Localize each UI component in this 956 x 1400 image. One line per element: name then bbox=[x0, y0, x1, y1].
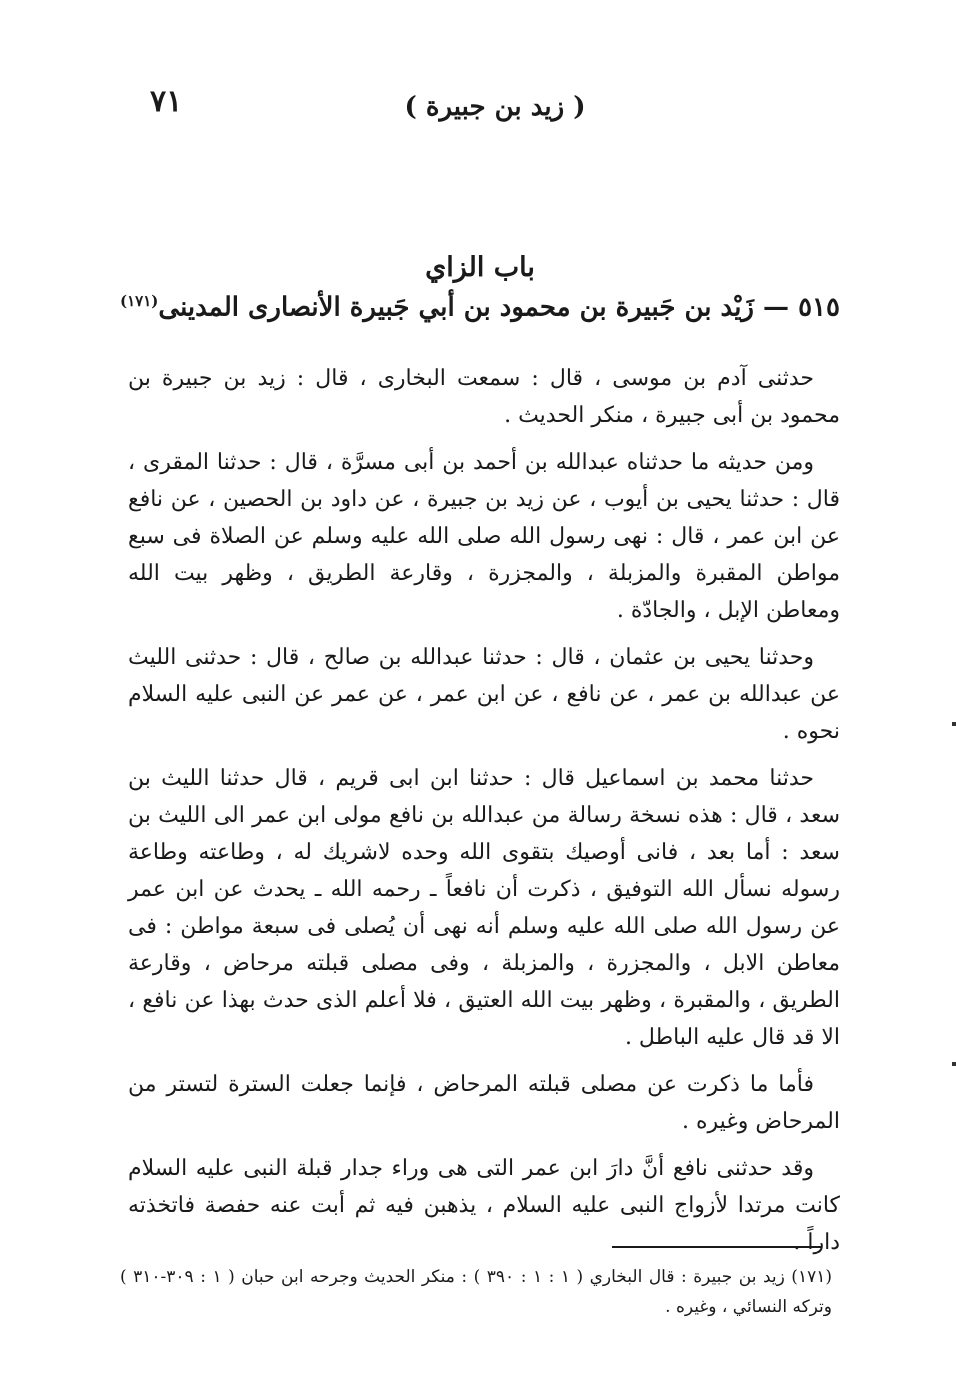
running-head: ( زيد بن جبيرة ) bbox=[404, 92, 586, 122]
paragraph-5: فأما ما ذكرت عن مصلى قبلته المرحاض ، فإنما جعلت السترة لتستر من المرحاض وغيره . bbox=[128, 1072, 840, 1134]
margin-mark bbox=[952, 722, 956, 726]
footnote-divider bbox=[612, 1246, 822, 1248]
entry-title bbox=[120, 292, 840, 323]
paragraph-6: وقد حدثنى نافع أنَّ دارَ ابن عمر التى هى وراء جدار قبلة النبى عليه السلام كانت مرتدا لأزواج النبى عليه السلام ، يذهبن فيه ثم أبت عنه حفصة فاتخذته داراً . bbox=[128, 1156, 840, 1255]
body-text bbox=[128, 360, 840, 1271]
paragraph-1: حدثنى آدم بن موسى ، قال : سمعت البخارى ، قال : زيد بن جبيرة بن محمود بن أبى جبيرة ، منكر الحديث . bbox=[128, 366, 840, 428]
paragraph-3: وحدثنا يحيى بن عثمان ، قال : حدثنا عبدالله بن صالح ، قال : حدثنى الليث عن عبدالله بن عمر ، عن نافع ، عن ابن عمر ، عن عمر عن النبى عليه السلام نحوه . bbox=[128, 645, 840, 744]
entry-title-text: ٥١٥ — زَيْد بن جَبيرة بن محمود بن أبي جَبيرة الأنصارى المدينى bbox=[158, 292, 840, 323]
page-number: ٧١ bbox=[150, 84, 183, 119]
footnote: (١٧١) زيد بن جبيرة : قال البخاري ( ١ : ١ : ٣٩٠ ) : منكر الحديث وجرحه ابن حبان ( ١ : ٣٠٩-٣١٠ ) وتركه النسائي ، وغيره . bbox=[120, 1267, 832, 1317]
chapter-title: باب الزاي bbox=[425, 252, 535, 283]
margin-mark bbox=[952, 1062, 956, 1066]
paragraph-4: حدثنا محمد بن اسماعيل قال : حدثنا ابن ابى قريم ، قال حدثنا الليث بن سعد ، قال : هذه نسخة رسالة من عبدالله بن نافع مولى ابن عمر الى الليث بن سعد : أما بعد ، فانى أوصيك بتقوى الله وحده لاشريك له ، وطاعته وطاعة رسوله نسأل الله التوفيق ، ذكرت أن نافعاً ـ رحمه الله ـ يحدث عن ابن عمر عن رسول الله صلى الله عليه وسلم أنه نهى أن يُصلى فى سبعة مواطن : فى معاطن الابل ، والمجزرة ، والمزبلة ، وفى مصلى قبلته مرحاض ، وقارعة الطريق ، والمقبرة ، وظهر بيت الله العتيق ، فلا أعلم الذى حدث بهذا عن نافع ، الا قد قال عليه الباطل . bbox=[128, 766, 840, 1050]
footnote-ref[interactable]: (١٧١) bbox=[120, 292, 159, 310]
paragraph-2: ومن حديثه ما حدثناه عبدالله بن أحمد بن أبى مسرَّة ، قال : حدثنا المقرى ، قال : حدثنا يحيى بن أيوب ، عن زيد بن جبيرة ، عن داود بن الحصين ، عن نافع عن ابن عمر ، قال : نهى رسول الله صلى الله عليه وسلم عن الصلاة فى سبع مواطن المقبرة والمزبلة ، والمجزرة ، وقارعة الطريق ، وظهر بيت الله ومعاطن الإبل ، والجادّة . bbox=[128, 450, 841, 623]
